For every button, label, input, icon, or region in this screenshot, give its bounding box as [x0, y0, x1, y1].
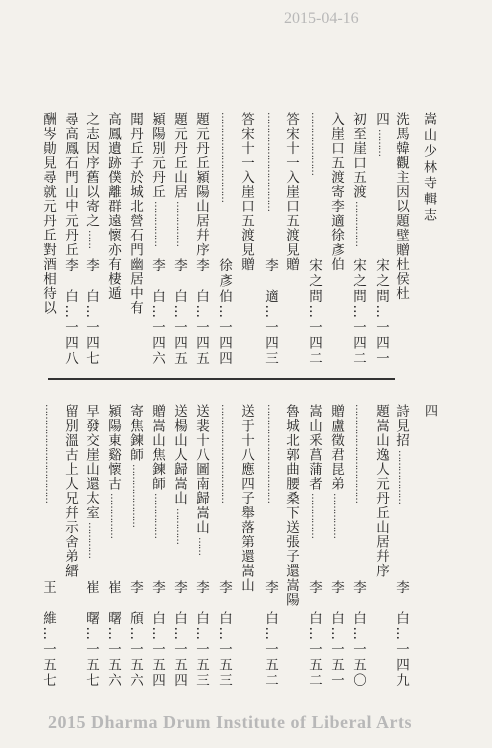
toc-column [372, 404, 390, 688]
toc-entry-author-page: 李 白…一五〇 [350, 579, 366, 688]
toc-entry-title: 詩見招 [393, 404, 409, 448]
toc-entry-title: 洗馬韓觀主因以題壁贈杜侯杜 [393, 112, 409, 301]
toc-column [392, 404, 410, 688]
toc-column [170, 112, 188, 366]
toc-entry-title: 尋高鳳石門山中元丹丘 [62, 112, 78, 257]
toc-leader-dots: …………… [353, 201, 364, 246]
toc-entry-author-page: 李 適…一四三 [262, 257, 278, 366]
toc-entry-title: 送楊山人歸嵩山 [171, 404, 187, 506]
toc-column [82, 404, 100, 688]
toc-entry-author-page: 王 維…一五七 [40, 579, 56, 688]
toc-column [148, 112, 166, 366]
toc-entry-author-page: 崔 曙…一五七 [83, 579, 99, 688]
toc-entry-title: 酬岑勛見尋就元丹丘對酒相待以 [40, 112, 56, 315]
toc-column [39, 404, 57, 688]
toc-column [282, 112, 300, 366]
toc-leader-dots: ……………… [396, 450, 407, 504]
toc-column [372, 112, 390, 366]
toc-entry-author-page: 崔 曙…一五六 [105, 579, 121, 688]
toc-leader-dots: …………… [174, 201, 185, 246]
toc-column [282, 404, 300, 688]
toc-column [82, 112, 100, 366]
toc-leader-dots: …………… [152, 493, 163, 538]
toc-column [215, 404, 233, 688]
toc-leader-dots: ………… [86, 522, 97, 558]
toc-column [126, 112, 144, 366]
toc-column [349, 112, 367, 366]
toc-entry-author-page: 宋之問…一四二 [306, 257, 322, 366]
toc-leader-dots: ………………… [309, 112, 320, 175]
toc-leader-dots: ………………… [130, 464, 141, 527]
toc-entry-author-page: 李 白…一五三 [216, 579, 232, 688]
toc-column [327, 404, 345, 688]
toc-entry-author-page: 李 白…一四五 [193, 257, 209, 366]
toc-entry-title: 聞丹丘子於城北營石門幽居中有 [127, 112, 143, 315]
toc-column [148, 404, 166, 688]
toc-entry-title: 題元丹丘潁陽山居幷序 [193, 112, 209, 257]
toc-column [237, 404, 255, 688]
toc-column [237, 112, 255, 366]
toc-entry-title: 之志因序舊以寄之 [83, 112, 99, 228]
toc-leader-dots: …… [196, 537, 207, 555]
toc-column [104, 404, 122, 688]
toc-leader-dots: …………………………… [265, 404, 276, 503]
toc-entry-author-page: 李 白…一五三 [193, 579, 209, 688]
toc-leader-dots: ………… [174, 508, 185, 544]
toc-column [192, 404, 210, 688]
toc-leader-dots: ………………………… [219, 112, 230, 202]
toc-entry-author-page: 李 白…一五二 [306, 579, 322, 688]
toc-entry-author-page: 李 白…一五二 [262, 579, 278, 688]
toc-entry-title: 入崖口五渡寄李適徐彥伯 [328, 112, 344, 272]
toc-entry-title: 送裴十八圖南歸嵩山 [193, 404, 209, 535]
toc-entry-author-page: 徐彥伯…一四四 [216, 257, 232, 366]
toc-entry-title: 留別溫古上人兄幷示舍弟縉 [62, 404, 78, 578]
toc-leader-dots: …………… [108, 493, 119, 538]
toc-entry-title: 送于十八應四子舉落第還嵩山 [238, 404, 254, 593]
toc-entry-author-page: 宋之問…一四一 [373, 257, 389, 366]
toc-entry-author-page: 李 白…一四八 [62, 257, 78, 366]
toc-entry-title: 贈盧徵君昆弟 [328, 404, 344, 491]
toc-leader-dots: …………………………… [265, 112, 276, 211]
toc-entry-author-page: 李 白…一四六 [149, 257, 165, 366]
toc-entry-title: 初至崖口五渡 [350, 112, 366, 199]
toc-entry-author-page: 李 白…一四九 [393, 579, 409, 688]
toc-column [192, 112, 210, 366]
toc-column [170, 404, 188, 688]
toc-leader-dots: …………………………… [43, 404, 54, 503]
toc-entry-title: 贈嵩山焦鍊師 [149, 404, 165, 491]
toc-entry-title: 答宋十一入崖口五渡見贈 [238, 112, 254, 272]
page-number: 四 [422, 404, 437, 420]
toc-leader-dots: …… [86, 230, 97, 248]
toc-entry-author-page: 李 白…一四七 [83, 257, 99, 366]
section-divider [48, 378, 395, 380]
toc-column [392, 112, 410, 366]
toc-column [349, 404, 367, 688]
toc-column [215, 112, 233, 366]
running-head-title: 嵩山少林寺輯志 [421, 112, 436, 224]
toc-entry-author-page: 李 頎…一五六 [127, 579, 143, 688]
institution-watermark: 2015 Dharma Drum Institute of Liberal Arts [48, 712, 412, 732]
toc-entry-title: 嵩山釆菖蒲者 [306, 404, 322, 491]
toc-leader-dots: …………… [309, 493, 320, 538]
toc-entry-author-page: 李 白…一五四 [149, 579, 165, 688]
toc-entry-title: 答宋十一入崖口五渡見贈 [283, 112, 299, 272]
toc-entry-title: 寄焦鍊師 [127, 404, 143, 462]
toc-column [61, 112, 79, 366]
toc-column [261, 404, 279, 688]
toc-entry-author-page: 李 白…一五四 [171, 579, 187, 688]
toc-entry-author-page: 李 白…一四五 [171, 257, 187, 366]
date-watermark: 2015-04-16 [284, 10, 359, 27]
toc-column [61, 404, 79, 688]
toc-leader-dots: …………… [331, 493, 342, 538]
toc-leader-dots: …………………………… [219, 404, 230, 503]
toc-column [305, 112, 323, 366]
toc-entry-title: 潁陽別元丹丘 [149, 112, 165, 199]
toc-leader-dots: ……… [376, 129, 387, 156]
toc-column [104, 112, 122, 366]
toc-leader-dots: …………… [152, 201, 163, 246]
toc-entry-title: 早發交崖山還太室 [83, 404, 99, 520]
toc-entry-title: 題元丹丘山居 [171, 112, 187, 199]
toc-entry-title: 題嵩山逸人元丹丘山居幷序 [373, 404, 389, 578]
toc-entry-title: 高鳳遺跡僕離群遠懷亦有棲遁 [105, 112, 121, 301]
toc-column [126, 404, 144, 688]
toc-column [305, 404, 323, 688]
toc-entry-title: 魯城北郭曲腰桑下送張子還嵩陽 [283, 404, 299, 607]
toc-entry-title: 四 [373, 112, 389, 127]
toc-column [39, 112, 57, 366]
toc-column [261, 112, 279, 366]
toc-leader-dots: …………………………… [353, 404, 364, 503]
toc-entry-author-page: 李 白…一五一 [328, 579, 344, 688]
toc-column [327, 112, 345, 366]
toc-entry-author-page: 宋之問…一四二 [350, 257, 366, 366]
toc-entry-title: 潁陽東谿懷古 [105, 404, 121, 491]
